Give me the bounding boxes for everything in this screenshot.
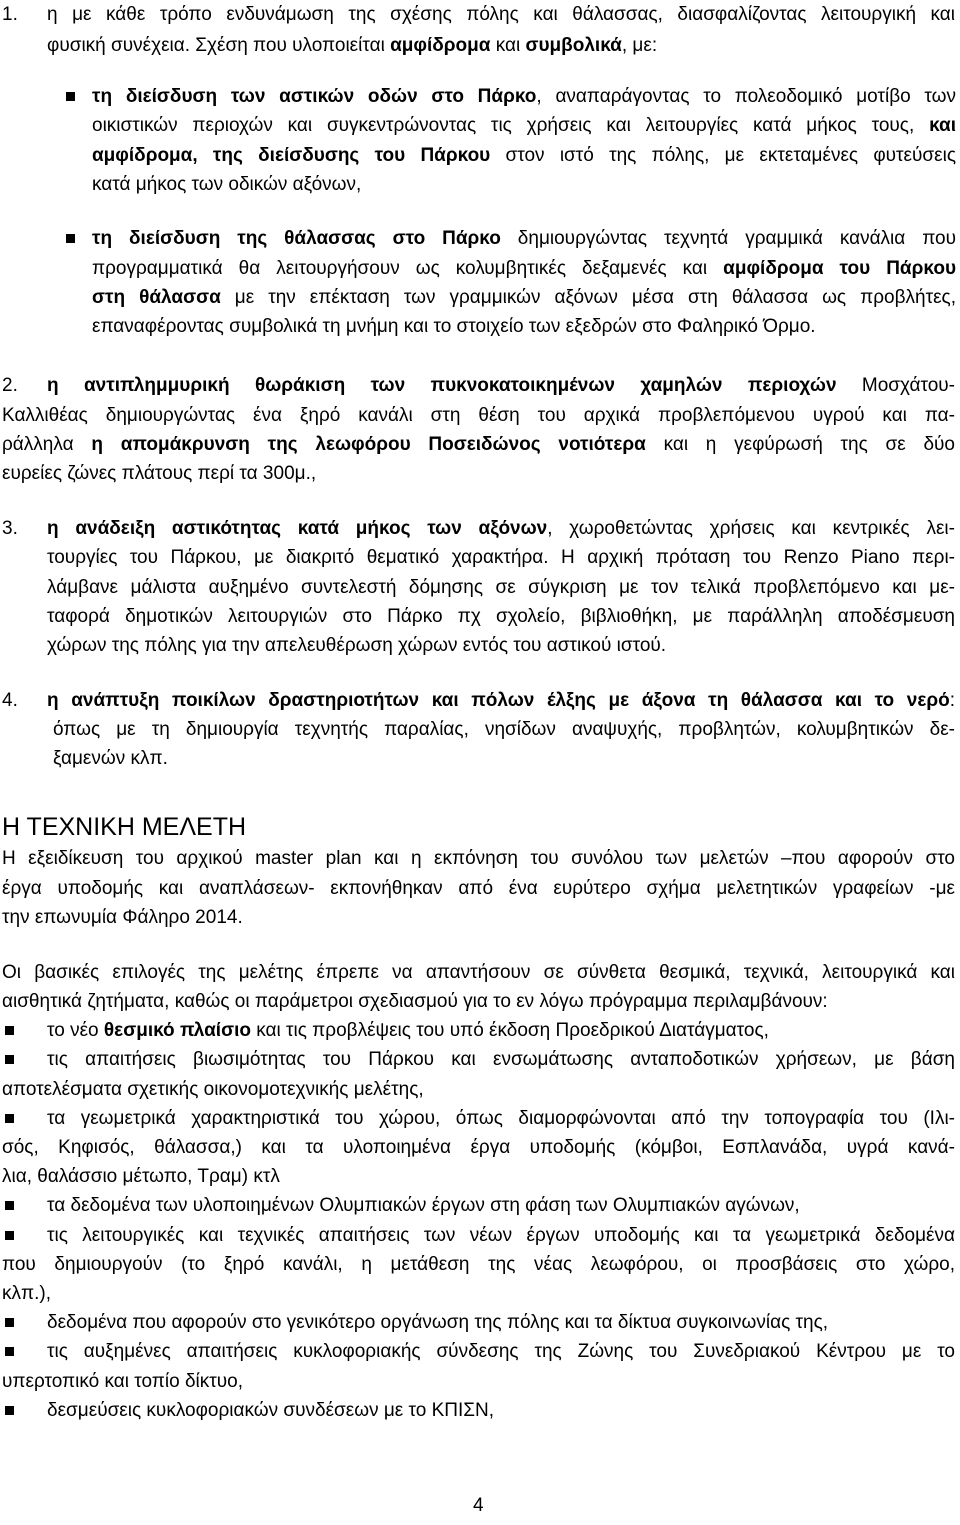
paragraph-line: Οι βασικές επιλογές της μελέτης έπρεπε να απαντήσουν σε σύνθετα θεσμικά, τεχνικά, λειτουργικά και <box>2 962 955 983</box>
list-item-line: τη διείσδυση της θάλασσας στο Πάρκο δημιουργώντας τεχνητά γραμμικά κανάλια που <box>92 228 956 249</box>
list-item-line: τα γεωμετρικά χαρακτηριστικά του χώρου, όπως διαμορφώνονται από την τοπογραφία του (Ιλι- <box>47 1108 955 1129</box>
list-item-line: κατά μήκος των οδικών αξόνων, <box>92 174 362 195</box>
bullet-marker <box>5 1406 14 1415</box>
bullet-marker <box>66 234 75 243</box>
paragraph-line: η ανάδειξη αστικότητας κατά μήκος των αξόνων, χωροθετώντας χρήσεις και κεντρικές λει- <box>47 518 955 539</box>
list-item-line: που δημιουργούν (το ξηρό κανάλι, η μετάθεση της νέας λεωφόρου, οι προσβάσεις στο χώρο, <box>2 1254 955 1275</box>
list-item-line: οικιστικών περιοχών και συγκεντρώνοντας τις χρήσεις και λειτουργίες κατά μήκος τους, και <box>92 115 956 136</box>
list-item-line: τα δεδομένα των υλοποιημένων Ολυμπιακών έργων στη φάση των Ολυμπιακών αγώνων, <box>47 1195 800 1216</box>
item-number: 2. <box>2 375 18 396</box>
bullet-marker <box>5 1055 14 1064</box>
list-item-line: λια, θαλάσσιο μέτωπο, Τραμ) κτλ <box>2 1166 280 1187</box>
paragraph-line: η ανάπτυξη ποικίλων δραστηριοτήτων και πόλων έλξης με άξονα τη θάλασσα και το νερό: <box>47 690 955 711</box>
list-item-line: το νέο θεσμικό πλαίσιο και τις προβλέψεις του υπό έκδοση Προεδρικού Διατάγματος, <box>47 1020 769 1041</box>
bullet-marker <box>5 1114 14 1123</box>
paragraph-line: ευρείες ζώνες πλάτους περί τα 300μ., <box>2 463 317 484</box>
page-number: 4 <box>473 1495 484 1516</box>
paragraph-line: ξαμενών κλπ. <box>53 748 168 769</box>
bullet-marker <box>5 1318 14 1327</box>
bullet-marker <box>66 92 75 101</box>
list-item-line: αμφίδρομα, της διείσδυσης του Πάρκου στον ιστό της πόλης, με εκτεταμένες φυτεύσεις <box>92 145 956 166</box>
paragraph-line: έργα υποδομής και αναπλάσεων- εκπονήθηκαν από ένα ευρύτερο σχήμα μελετητικών γραφείων -με <box>2 878 955 899</box>
bullet-marker <box>5 1347 14 1356</box>
paragraph-line: όπως με τη δημιουργία τεχνητής παραλίας, νησίδων αναψυχής, προβλητών, κολυμβητικών δε- <box>53 719 955 740</box>
list-item-line: υπερτοπικό και τοπίο δίκτυο, <box>2 1371 243 1392</box>
paragraph-line: τουργίες του Πάρκου, με διακριτό θεματικό χαρακτήρα. Η αρχική πρόταση του Renzo Piano περι- <box>47 547 955 568</box>
list-item-line: προγραμματικά θα λειτουργήσουν ως κολυμβητικές δεξαμενές και αμφίδρομα του Πάρκου <box>92 258 956 279</box>
list-item-line: στη θάλασσα με την επέκταση των γραμμικών αξόνων μέσα στη θάλασσα ως προβλήτες, <box>92 287 956 308</box>
paragraph-line: η με κάθε τρόπο ενδυνάμωση της σχέσης πόλης και θάλασσας, διασφαλίζοντας λειτουργική και <box>47 4 955 25</box>
list-item-line: τις αυξημένες απαιτήσεις κυκλοφοριακής σύνδεσης της Ζώνης του Συνεδριακού Κέντρου με το <box>47 1341 955 1362</box>
paragraph-line: ράλληλα η απομάκρυνση της λεωφόρου Ποσειδώνος νοτιότερα και η γεφύρωσή της σε δύο <box>2 434 956 455</box>
list-item-line: σός, Κηφισός, θάλασσα,) και τα υλοποιημένα έργα υποδομής (κόμβοι, Εσπλανάδα, υγρά κανά- <box>2 1137 955 1158</box>
paragraph-line: Καλλιθέας δημιουργώντας ένα ξηρό κανάλι στη θέση του αρχικά προβλεπόμενου υγρού και πα- <box>2 405 955 426</box>
item-number: 1. <box>2 4 18 25</box>
bullet-marker <box>5 1231 14 1240</box>
paragraph-line: φυσική συνέχεια. Σχέση που υλοποιείται αμφίδρομα και συμβολικά, με: <box>47 35 658 56</box>
list-item-line: επαναφέροντας συμβολικά τη μνήμη και το στοιχείο των εξεδρών στο Φαληρικό Όρμο. <box>92 316 816 337</box>
list-item-line: αποτελέσματα σχετικής οικονομοτεχνικής μελέτης, <box>2 1079 424 1100</box>
list-item-line: τις απαιτήσεις βιωσιμότητας του Πάρκου και ενσωμάτωσης ανταποδοτικών χρήσεων, με βάση <box>47 1049 955 1070</box>
list-item-line: δεδομένα που αφορούν στο γενικότερο οργάνωση της πόλης και τα δίκτυα συγκοινωνίας της, <box>47 1312 829 1333</box>
item-number: 3. <box>2 518 18 539</box>
paragraph-line: λάμβανε μάλιστα αυξημένο συντελεστή δόμησης σε σύγκριση με τον τελικά προβλεπόμενο και με- <box>47 577 955 598</box>
item-number: 4. <box>2 690 18 711</box>
section-title: Η ΤΕΧΝΙΚΗ ΜΕΛΕΤΗ <box>2 813 247 841</box>
paragraph-line: αισθητικά ζητήματα, καθώς οι παράμετροι σχεδιασμού για το εν λόγω πρόγραμμα περιλαμβάνουν: <box>2 991 828 1012</box>
paragraph-line: η αντιπλημμυρική θωράκιση των πυκνοκατοικημένων χαμηλών περιοχών Μοσχάτου- <box>47 375 955 396</box>
list-item-line: κλπ.), <box>2 1283 51 1304</box>
bullet-marker <box>5 1026 14 1035</box>
list-item-line: τις λειτουργικές και τεχνικές απαιτήσεις των νέων έργων υποδομής και τα γεωμετρικά δεδομένα <box>47 1225 955 1246</box>
paragraph-line: ταφορά δημοτικών λειτουργιών στο Πάρκο πχ σχολείο, βιβλιοθήκη, με παράλληλη αποδέσμευση <box>47 606 955 627</box>
list-item-line: δεσμεύσεις κυκλοφοριακών συνδέσεων με το ΚΠΙΣΝ, <box>47 1400 495 1421</box>
paragraph-line: Η εξειδίκευση του αρχικού master plan και η εκπόνηση του συνόλου των μελετών –που αφορούν στο <box>2 848 955 869</box>
bullet-marker <box>5 1201 14 1210</box>
paragraph-line: χώρων της πόλης για την απελευθέρωση χώρων εντός του αστικού ιστού. <box>47 635 667 656</box>
list-item-line: τη διείσδυση των αστικών οδών στο Πάρκο, αναπαράγοντας το πολεοδομικό μοτίβο των <box>92 86 956 107</box>
paragraph-line: την επωνυμία Φάληρο 2014. <box>2 907 243 928</box>
